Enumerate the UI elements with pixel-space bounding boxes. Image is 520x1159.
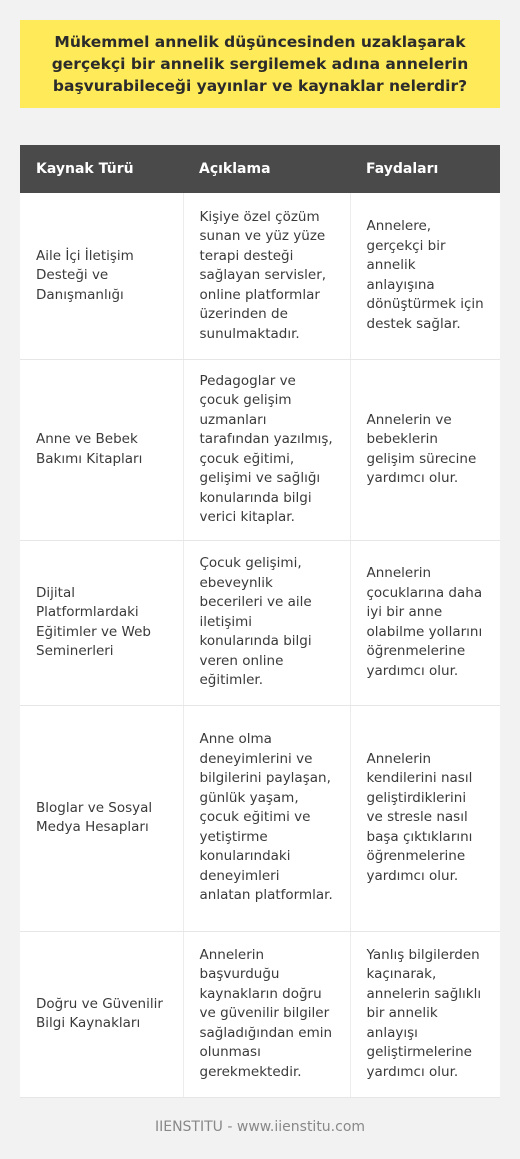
cell-benefits: Annelere, gerçekçi bir annelik anlayışına dönüştürmek için destek sağlar. <box>350 193 500 359</box>
page-title: Mükemmel annelik düşüncesinden uzaklaşarak gerçekçi bir annelik sergilemek adına annelerin başvurabileceği yayınlar ve kaynaklar nelerdir? <box>51 33 469 95</box>
column-header-type: Kaynak Türü <box>20 145 183 193</box>
cell-description: Anne olma deneyimlerini ve bilgilerini paylaşan, günlük yaşam, çocuk eğitimi ve yetiştirme konularındaki deneyimleri anlatan platformlar. <box>183 705 350 931</box>
cell-type: Doğru ve Güvenilir Bilgi Kaynakları <box>20 931 183 1097</box>
cell-type: Anne ve Bebek Bakımı Kitapları <box>20 359 183 540</box>
footer-credit: IIENSTITU - www.iienstitu.com <box>154 1119 366 1135</box>
cell-benefits: Annelerin çocuklarına daha iyi bir anne olabilme yollarını öğrenmelerine yardımcı olur. <box>350 540 500 705</box>
title-banner <box>20 20 500 108</box>
cell-type: Aile İçi İletişim Desteği ve Danışmanlığı <box>20 193 183 359</box>
table-row <box>20 359 500 540</box>
cell-type: Bloglar ve Sosyal Medya Hesapları <box>20 705 183 931</box>
cell-benefits: Yanlış bilgilerden kaçınarak, annelerin sağlıklı bir annelik anlayışı geliştirmelerine yardımcı olur. <box>350 931 500 1097</box>
cell-benefits: Annelerin kendilerini nasıl geliştirdiklerini ve stresle nasıl başa çıktıklarını öğrenmelerine yardımcı olur. <box>350 705 500 931</box>
column-header-description: Açıklama <box>183 145 350 193</box>
resources-table <box>20 145 500 1098</box>
table-row <box>20 931 500 1097</box>
cell-description: Pedagoglar ve çocuk gelişim uzmanları tarafından yazılmış, çocuk eğitimi, gelişimi ve sağlığı konularında bilgi verici kitaplar. <box>183 359 350 540</box>
cell-benefits: Annelerin ve bebeklerin gelişim sürecine yardımcı olur. <box>350 359 500 540</box>
cell-type: Dijital Platformlardaki Eğitimler ve Web Seminerleri <box>20 540 183 705</box>
cell-description: Çocuk gelişimi, ebeveynlik becerileri ve aile iletişimi konularında bilgi veren online eğitimler. <box>183 540 350 705</box>
table-row <box>20 193 500 359</box>
table-row <box>20 540 500 705</box>
cell-description: Kişiye özel çözüm sunan ve yüz yüze terapi desteği sağlayan servisler, online platformlar üzerinden de sunulmaktadır. <box>183 193 350 359</box>
table-header-row <box>20 145 500 193</box>
cell-description: Annelerin başvurduğu kaynakların doğru ve güvenilir bilgiler sağladığından emin olunması gerekmektedir. <box>183 931 350 1097</box>
table-row <box>20 705 500 931</box>
column-header-benefits: Faydaları <box>350 145 500 193</box>
